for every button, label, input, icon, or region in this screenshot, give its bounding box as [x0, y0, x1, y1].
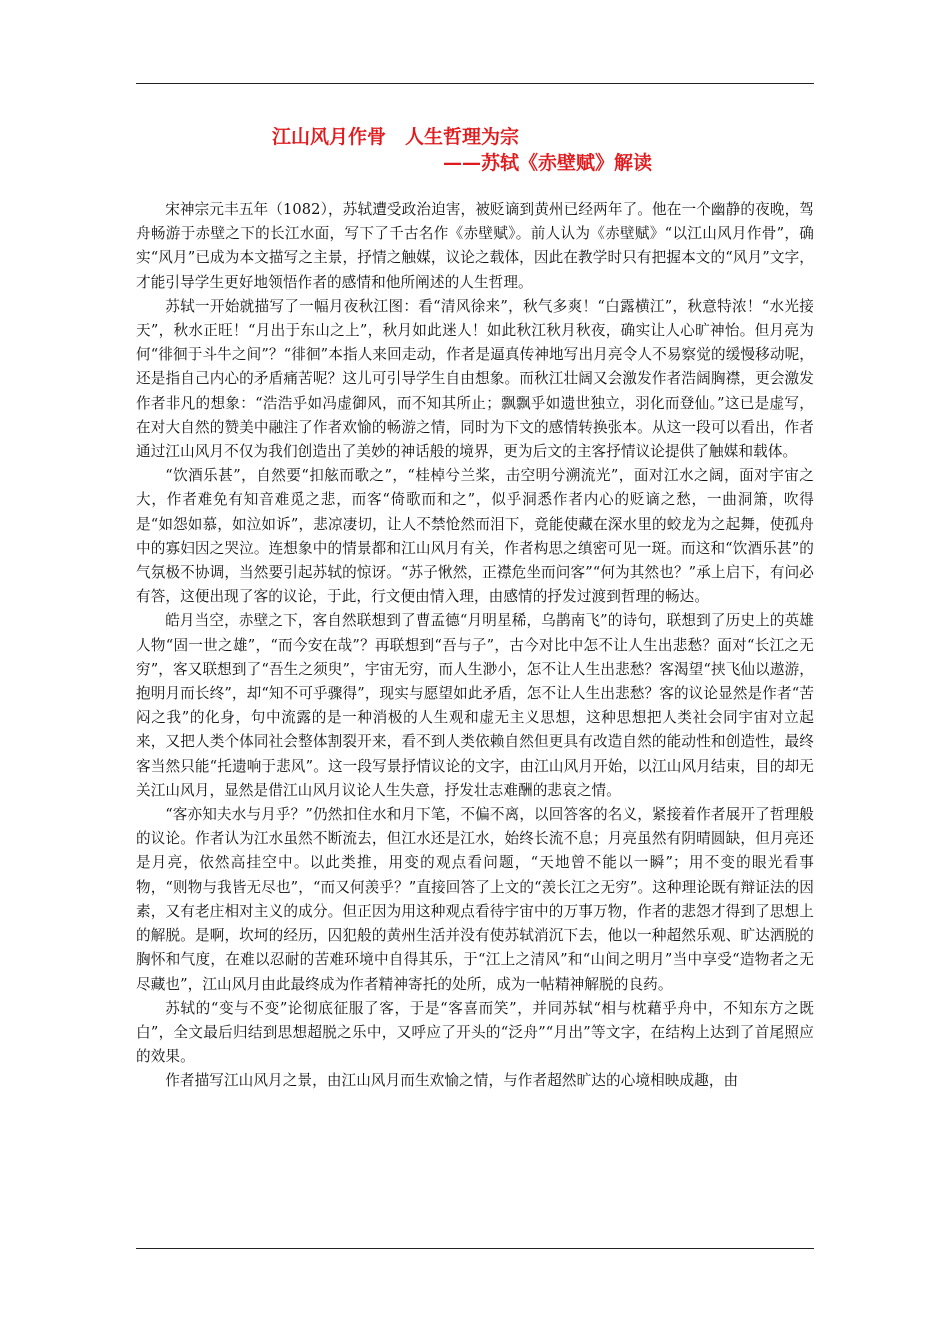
footer-rule — [136, 1248, 814, 1249]
paragraph-6: 苏轼的“变与不变”论彻底征服了客，于是“客喜而笑”，并同苏轼“相与枕藉乎舟中，不知东方之既白”，全文最后归结到思想超脱之乐中，又呼应了开头的“泛舟”“月出”等文字，在结构上达到了首尾照应的效果。 — [136, 999, 814, 1066]
paragraph-2: 苏轼一开始就描写了一幅月夜秋江图：看“清风徐来”，秋气多爽！“白露横江”，秋意特浓！“水光接天”，秋水正旺！“月出于东山之上”，秋月如此迷人！如此秋江秋月秋夜，确实让人心旷神怡。但月亮为何“徘徊于斗牛之间”？“徘徊”本指人来回走动，作者是逼真传神地写出月亮令人不易察觉的缓慢移动呢，还是指自己内心的矛盾痛苦呢？这儿可引导学生自由想象。而秋江壮阔又会激发作者浩阔胸襟，更会激发作者非凡的想象：“浩浩乎如冯虚御风，而不知其所止；飘飘乎如遗世独立，羽化而登仙。”这已是虚写，在对大自然的赞美中融注了作者欢愉的畅游之情，同时为下文的感情转换张本。从这一段可以看出，作者通过江山风月不仅为我们创造出了美妙的神话般的境界，更为后文的主客抒情议论提供了触媒和载体。 — [136, 297, 814, 461]
paragraph-4: 皓月当空，赤壁之下，客自然联想到了曹孟德“月明星稀，乌鹊南飞”的诗句，联想到了历史上的英雄人物“固一世之雄”，“而今安在哉”？再联想到“吾与子”，古今对比中怎不让人生出悲愁？面对“长江之无穷”，客又联想到了“吾生之须臾”，宇宙无穷，而人生渺小，怎不让人生出悲愁？客渴望“挟飞仙以遨游，抱明月而长终”，却“知不可乎骤得”，现实与愿望如此矛盾，怎不让人生出悲愁？客的议论显然是作者“苦闷之我”的化身，句中流露的是一种消极的人生观和虚无主义思想，这种思想把人类社会同宇宙对立起来，又把人类个体同社会整体割裂开来，看不到人类依赖自然但更具有改造自然的能动性和创造性，最终客当然只能“托遗响于悲风”。这一段写景抒情议论的文字，由江山风月开始，以江山风月结束，目的却无关江山风月，显然是借江山风月议论人生失意，抒发壮志难酬的悲哀之情。 — [136, 612, 814, 799]
article-body — [136, 198, 814, 1094]
header-rule — [136, 83, 814, 84]
article-title: 江山风月作骨 人生哲理为宗 — [272, 126, 520, 148]
article-subtitle: ——苏轼《赤壁赋》解读 — [443, 152, 653, 174]
paragraph-1: 宋神宗元丰五年（1082），苏轼遭受政治迫害，被贬谪到黄州已经两年了。他在一个幽静的夜晚，驾舟畅游于赤壁之下的长江水面，写下了千古名作《赤壁赋》。前人认为《赤壁赋》“以江山风月作骨”，确实“风月”已成为本文描写之主景，抒情之触媒，议论之载体，因此在教学时只有把握本文的“风月”文字，才能引导学生更好地领悟作者的感情和他所阐述的人生哲理。 — [136, 201, 814, 291]
paragraph-5: “客亦知夫水与月乎？”仍然扣住水和月下笔，不偏不离，以回答客的名义，紧接着作者展开了哲理般的议论。作者认为江水虽然不断流去，但江水还是江水，始终长流不息；月亮虽然有阴晴圆缺，但月亮还是月亮，依然高挂空中。以此类推，用变的观点看问题，“天地曾不能以一瞬”；用不变的眼光看事物，“则物与我皆无尽也”，“而又何羡乎？”直接回答了上文的“羡长江之无穷”。这种理论既有辩证法的因素，又有老庄相对主义的成分。但正因为用这种观点看待宇宙中的万事万物，作者的悲怨才得到了思想上的解脱。是啊，坎坷的经历，囚犯般的黄州生活并没有使苏轼消沉下去，他以一种超然乐观、旷达洒脱的胸怀和气度，在难以忍耐的苦难环境中自得其乐，于“江上之清风”和“山间之明月”当中享受“造物者之无尽藏也”，江山风月由此最终成为作者精神寄托的处所，成为一帖精神解脱的良药。 — [136, 806, 814, 993]
paragraph-3: “饮酒乐甚”，自然要“扣舷而歌之”，“桂棹兮兰桨，击空明兮溯流光”，面对江水之阔，面对宇宙之大，作者难免有知音难觅之悲，而客“倚歌而和之”，似乎洞悉作者内心的贬谪之愁，一曲洞箫，吹得是“如怨如慕，如泣如诉”，悲凉凄切，让人不禁怆然而泪下，竟能使藏在深水里的蛟龙为之起舞，使孤舟中的寡妇因之哭泣。连想象中的情景都和江山风月有关，作者构思之缜密可见一斑。而这和“饮酒乐甚”的气氛极不协调，当然要引起苏轼的惊讶。“苏子愀然，正襟危坐而问客”“何为其然也？”承上启下，有问必有答，这便出现了客的议论，于此，行文便由情入理，由感情的抒发过渡到哲理的畅达。 — [136, 467, 814, 606]
paragraph-7: 作者描写江山风月之景，由江山风月而生欢愉之情，与作者超然旷达的心境相映成趣，由 — [165, 1072, 739, 1090]
